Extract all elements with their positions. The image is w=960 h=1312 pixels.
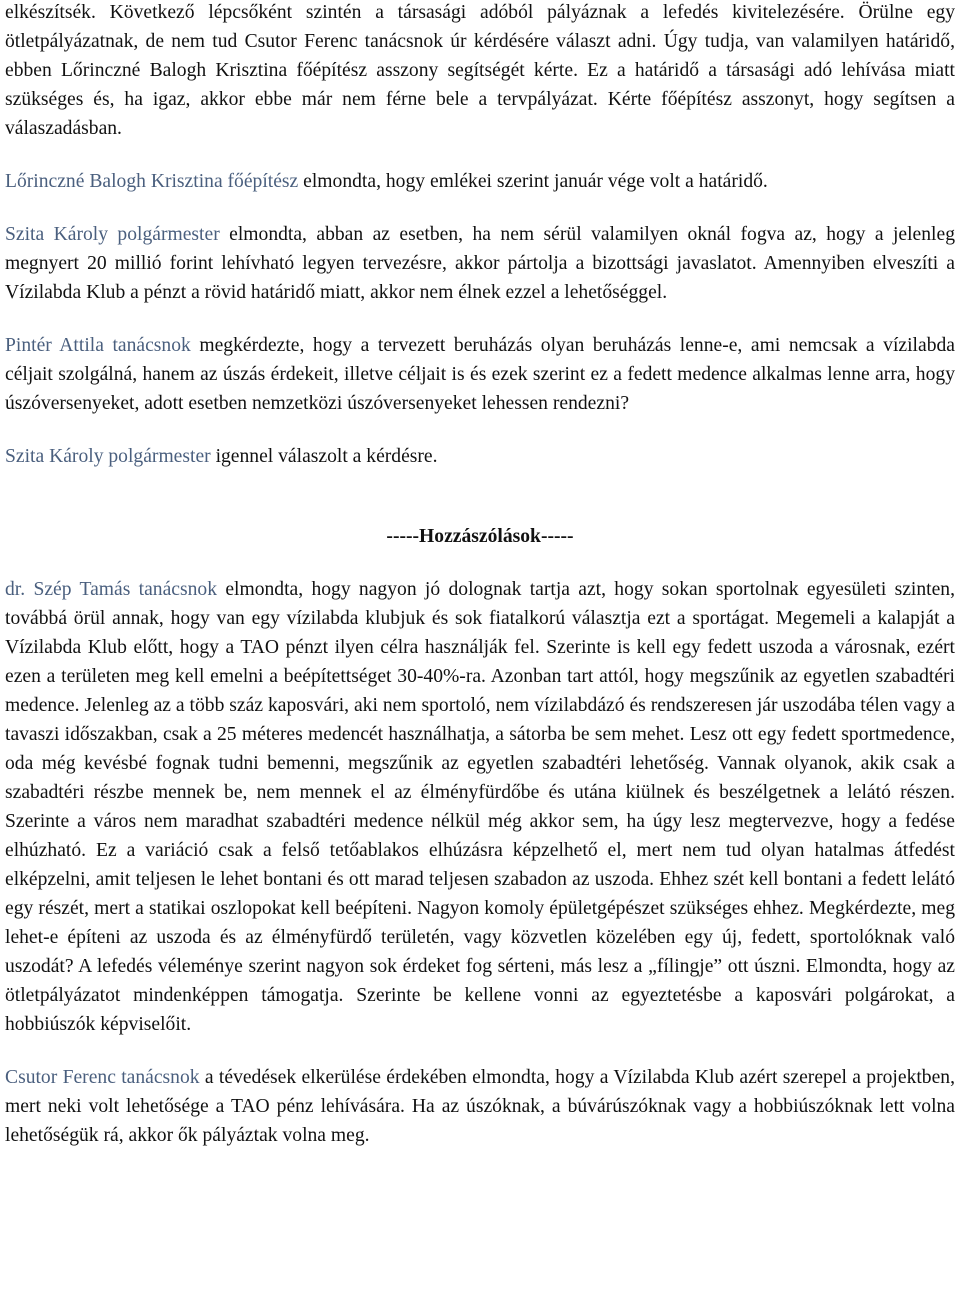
paragraph-1 [5, 0, 955, 143]
speaker-name: Lőrinczné Balogh Krisztina főépítész [5, 171, 299, 192]
paragraph-4 [5, 331, 955, 418]
paragraph-5-text: igennel válaszolt a kérdésre. [210, 446, 438, 467]
paragraph-7 [5, 1063, 955, 1150]
speaker-name: Szita Károly polgármester [5, 224, 220, 245]
paragraph-7-text: a tévedések elkerülése érdekében elmondta, hogy a Vízilabda Klub azért szerepel a projektben, mert neki volt lehetősége a TAO pénz lehívására. Ha az úszóknak, a búvárúszóknak vagy a hobbiúszóknak lett volna lehetőségük rá, akkor ők pályáztak volna meg. [5, 1067, 955, 1146]
paragraph-2-text: elmondta, hogy emlékei szerint január vége volt a határidő. [298, 171, 768, 192]
paragraph-1-text: elkészítsék. Következő lépcsőként szintén a társasági adóból pályáznak a lefedés kivitelezésére. Örülne egy ötletpályázatnak, de nem tud Csutor Ferenc tanácsnok úr kérdésére választ adni. Úgy tudja, van valamilyen határidő, ebben Lőrinczné Balogh Krisztina főépítész asszony segítségét kérte. Ez a határidő a társasági adó lehívása miatt szükséges és, ha igaz, akkor ebbe már nem férne bele a tervpályázat. Kérte főépítész asszonyt, hogy segítsen a válaszadásban. [5, 2, 955, 139]
section-heading: -----Hozzászólások----- [386, 526, 574, 547]
speaker-name: Szita Károly polgármester [5, 446, 211, 467]
paragraph-5 [5, 442, 955, 471]
speaker-name: Pintér Attila tanácsnok [5, 335, 191, 356]
paragraph-3-text: elmondta, abban az esetben, ha nem sérül valamilyen oknál fogva az, hogy a jelenleg megnyert 20 millió forint lehívható legyen tervezésre, akkor pártolja a bizottsági javaslatot. Amennyiben elveszíti a Vízilabda Klub a pénzt a rövid határidő miatt, akkor nem élnek ezzel a lehetőséggel. [5, 224, 955, 303]
paragraph-4-text: megkérdezte, hogy a tervezett beruházás olyan beruházás lenne-e, ami nemcsak a vízilabda céljait szolgálná, hanem az úszás érdekeit, illetve céljait is és ezek szerint ez a fedett medence alkalmas lenne arra, hogy úszóversenyeket, adott esetben nemzetközi úszóversenyeket lehessen rendezni? [5, 335, 955, 414]
speaker-prefix: dr. [5, 579, 34, 600]
paragraph-6 [5, 575, 955, 1039]
paragraph-2 [5, 167, 955, 196]
speaker-name: Szép Tamás tanácsnok [33, 579, 218, 600]
speaker-name: Csutor Ferenc tanácsnok [5, 1067, 200, 1088]
paragraph-6-text: elmondta, hogy nagyon jó dolognak tartja azt, hogy sokan sportolnak egyesületi szinten, továbbá örül annak, hogy van egy vízilabda klubjuk és sok fiatalkorú választja ezt a sportágat. Megemeli a kalapját a Vízilabda Klub előtt, hogy a TAO pénzt ilyen célra használják fel. Szerinte is kell egy fedett uszoda a városnak, ezért ezen a területen meg kell emelni a beépítettséget 30-40%-ra. Azonban tart attól, hogy megszűnik az egyetlen szabadtéri medence. Jelenleg az a több száz kaposvári, aki nem sportoló, nem vízilabdázó és rendszeresen jár uszodába télen vagy a tavaszi időszakban, csak a 25 méteres medencét használhatja, a sátorba be sem mehet. Lesz ott egy fedett sportmedence, oda még kevésbé fognak tudni bemenni, megszűnik az egyetlen szabadtéri lehetőség. Vannak olyanok, akik csak a szabadtéri részbe mennek be, nem mennek el az élményfürdőbe és utána kiülnek és beszélgetnek a lelátó részen. Szerinte a város nem maradhat szabadtéri medence nélkül még akkor sem, ha úgy lesz megtervezve, hogy a fedése elhúzható. Ez a variáció csak a felső tetőablakos elhúzásra képzelhető el, mert nem tud olyan hatalmas átfedést elképzelni, amit teljesen le lehet bontani és ott marad teljesen szabadon az uszoda. Ehhez szét kell bontani a fedett lelátó egy részét, mert a statikai oszlopokat kell beépíteni. Nagyon komoly épületgépészet szükséges ehhez. Megkérdezte, meg lehet-e építeni az uszoda és az élményfürdő területén, vagy közvetlen közelében egy új, fedett, sportolóknak való uszodát? A lefedés véleménye szerint nagyon sok érdeket fog sérteni, más lesz a „fílingje” ott úszni. Elmondta, hogy az ötletpályázatot mindenképpen támogatja. Szerinte be kellene vonni az egyeztetésbe a kaposvári polgárokat, a hobbiúszók képviselőit. [5, 579, 955, 1035]
paragraph-3 [5, 220, 955, 307]
